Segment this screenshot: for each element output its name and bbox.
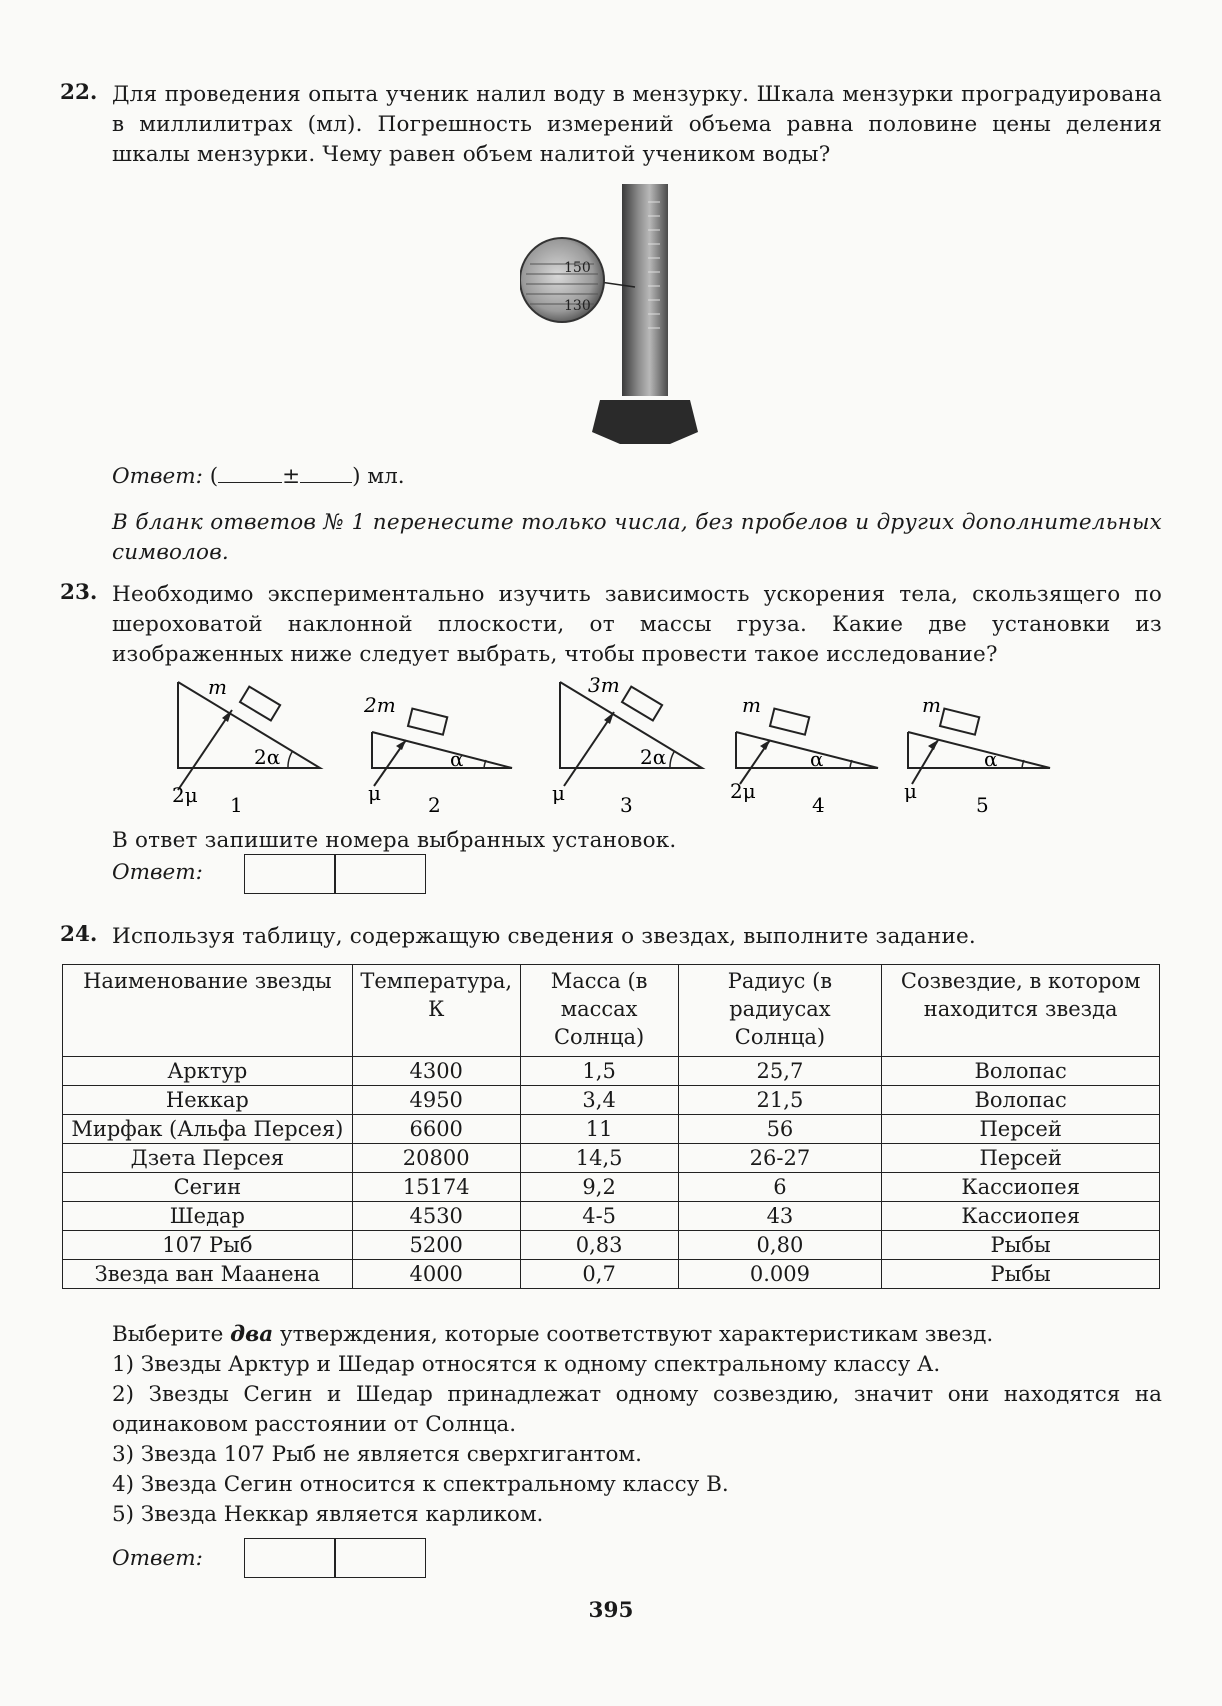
cell-mass: 9,2 <box>520 1173 678 1202</box>
answer-value-blank[interactable] <box>218 482 282 483</box>
setup-2-angle: α <box>450 747 464 771</box>
header-radius: Радиус (в радиусах Солнца) <box>678 965 882 1057</box>
setup-2-mu: μ <box>368 781 381 805</box>
table-row <box>63 1115 1160 1144</box>
cell-constellation: Кассиопея <box>882 1202 1160 1231</box>
measuring-cylinder-illustration <box>520 182 720 444</box>
table-row <box>63 1231 1160 1260</box>
setup-3-angle: 2α <box>640 745 667 769</box>
magnifier-lens <box>520 238 604 322</box>
cell-constellation: Волопас <box>882 1057 1160 1086</box>
table-row <box>63 1260 1160 1289</box>
cell-temperature: 15174 <box>352 1173 520 1202</box>
setup-3-mu: μ <box>552 781 565 805</box>
cell-radius: 6 <box>678 1173 882 1202</box>
task-24-option-3: 3) Звезда 107 Рыб не является сверхгигантом. <box>112 1442 642 1467</box>
task-22-instruction: В бланк ответов № 1 перенесите только числа, без пробелов и других дополнительных символов. <box>112 510 1162 565</box>
header-star-name: Наименование звезды <box>63 965 353 1057</box>
inclined-planes-diagram <box>160 672 1080 822</box>
task-23-number: 23. <box>60 580 98 605</box>
cell-constellation: Рыбы <box>882 1231 1160 1260</box>
task-22-answer-line <box>112 464 405 489</box>
table-row <box>63 1202 1160 1231</box>
setup-5-angle: α <box>984 747 998 771</box>
setup-4-mass: m <box>742 693 761 717</box>
cell-temperature: 5200 <box>352 1231 520 1260</box>
cell-temperature: 6600 <box>352 1115 520 1144</box>
cell-temperature: 4950 <box>352 1086 520 1115</box>
cell-mass: 0,83 <box>520 1231 678 1260</box>
cell-name: Дзета Персея <box>63 1144 353 1173</box>
page-number: 395 <box>588 1598 634 1623</box>
setup-4-mu: 2μ <box>730 779 756 803</box>
cylinder-base <box>592 400 698 444</box>
header-mass: Масса (в массах Солнца) <box>520 965 678 1057</box>
cell-temperature: 4000 <box>352 1260 520 1289</box>
header-temperature: Температура, К <box>352 965 520 1057</box>
cell-constellation: Персей <box>882 1144 1160 1173</box>
setup-3-mass: 3m <box>588 673 620 697</box>
answer-plus-minus: ± <box>282 464 301 489</box>
magnifier-label-top: 150 <box>564 260 591 276</box>
task-24-text: Используя таблицу, содержащую сведения о звездах, выполните задание. <box>112 924 976 949</box>
answer-open-paren: ( <box>209 464 219 489</box>
task-24-number: 24. <box>60 922 98 947</box>
cell-radius: 26-27 <box>678 1144 882 1173</box>
setup-4-number: 4 <box>812 793 825 817</box>
setup-1 <box>172 675 320 817</box>
cell-name: Шедар <box>63 1202 353 1231</box>
cell-constellation: Персей <box>882 1115 1160 1144</box>
cell-radius: 25,7 <box>678 1057 882 1086</box>
cell-mass: 14,5 <box>520 1144 678 1173</box>
prompt-start: Выберите <box>112 1322 231 1347</box>
task-24-option-5: 5) Звезда Неккар является карликом. <box>112 1502 544 1527</box>
cell-radius: 43 <box>678 1202 882 1231</box>
task-23-answer-label: Ответ: <box>112 860 203 885</box>
task-23-text: Необходимо экспериментально изучить зависимость ускорения тела, скользящего по шероховатой наклонной плоскости, от массы груза. Какие две установки из изображенных ниже следует выбрать, чтобы провести такое исследование? <box>112 582 1162 667</box>
cell-temperature: 4530 <box>352 1202 520 1231</box>
setup-5-mu: μ <box>904 779 917 803</box>
cell-mass: 0,7 <box>520 1260 678 1289</box>
task-23-answer-box-2[interactable] <box>334 854 426 894</box>
cell-constellation: Кассиопея <box>882 1173 1160 1202</box>
answer-close-units: ) мл. <box>352 464 405 489</box>
cell-constellation: Рыбы <box>882 1260 1160 1289</box>
task-24-answer-label: Ответ: <box>112 1546 203 1571</box>
task-24-option-1: 1) Звезды Арктур и Шедар относятся к одному спектральному классу А. <box>112 1352 941 1377</box>
cell-mass: 11 <box>520 1115 678 1144</box>
task-22-number: 22. <box>60 80 98 105</box>
cell-mass: 3,4 <box>520 1086 678 1115</box>
cell-radius: 56 <box>678 1115 882 1144</box>
table-row <box>63 1057 1160 1086</box>
setup-1-angle: 2α <box>254 745 281 769</box>
cylinder-tube <box>622 184 668 396</box>
setup-2 <box>363 693 512 817</box>
magnifier-label-bottom: 130 <box>564 298 591 314</box>
setup-4 <box>730 693 878 817</box>
cell-constellation: Волопас <box>882 1086 1160 1115</box>
cell-name: Звезда ван Маанена <box>63 1260 353 1289</box>
setup-3-number: 3 <box>620 793 633 817</box>
prompt-end: утверждения, которые соответствуют характеристикам звезд. <box>273 1322 994 1347</box>
setup-5 <box>904 693 1050 817</box>
cell-mass: 4-5 <box>520 1202 678 1231</box>
cell-radius: 21,5 <box>678 1086 882 1115</box>
setup-1-number: 1 <box>230 793 243 817</box>
setup-5-mass: m <box>922 693 941 717</box>
task-23-answer-box-1[interactable] <box>244 854 336 894</box>
task-24-answer-box-2[interactable] <box>334 1538 426 1578</box>
setup-1-mass: m <box>208 675 227 699</box>
table-row <box>63 1144 1160 1173</box>
prompt-emphasis: два <box>230 1322 274 1347</box>
task-24-option-2: 2) Звезды Сегин и Шедар принадлежат одному созвездию, значит они находятся на одинаковом расстоянии от Солнца. <box>112 1382 1162 1437</box>
task-24-answer-box-1[interactable] <box>244 1538 336 1578</box>
cell-name: Мирфак (Альфа Персея) <box>63 1115 353 1144</box>
cell-name: 107 Рыб <box>63 1231 353 1260</box>
stars-table <box>62 964 1160 1289</box>
setup-2-number: 2 <box>428 793 441 817</box>
cell-name: Арктур <box>63 1057 353 1086</box>
setup-3 <box>552 673 702 817</box>
cell-temperature: 4300 <box>352 1057 520 1086</box>
header-constellation: Созвездие, в котором находится звезда <box>882 965 1160 1057</box>
table-row <box>63 1173 1160 1202</box>
setup-5-number: 5 <box>976 793 989 817</box>
cell-temperature: 20800 <box>352 1144 520 1173</box>
task-24-option-4: 4) Звезда Сегин относится к спектральному классу В. <box>112 1472 729 1497</box>
cell-mass: 1,5 <box>520 1057 678 1086</box>
table-header-row <box>63 965 1160 1057</box>
table-row <box>63 1086 1160 1115</box>
cell-radius: 0.009 <box>678 1260 882 1289</box>
task-22-answer-label: Ответ: <box>112 464 203 489</box>
task-22-statement: Для проведения опыта ученик налил воду в мензурку. Шкала мензурки проградуирована в миллилитрах (мл). Погрешность измерений объема равна половине цены деления шкалы мензурки. Чему равен объем налитой учеником воды? <box>112 82 1162 167</box>
cell-name: Неккар <box>63 1086 353 1115</box>
answer-error-blank[interactable] <box>300 482 352 483</box>
setup-4-angle: α <box>810 747 824 771</box>
setup-1-mu: 2μ <box>172 783 198 807</box>
cell-name: Сегин <box>63 1173 353 1202</box>
setup-2-mass: 2m <box>364 693 396 717</box>
cell-radius: 0,80 <box>678 1231 882 1260</box>
task-24-prompt <box>112 1320 993 1350</box>
task-23-instruction: В ответ запишите номера выбранных установок. <box>112 828 677 853</box>
task-22-text <box>112 80 1162 170</box>
